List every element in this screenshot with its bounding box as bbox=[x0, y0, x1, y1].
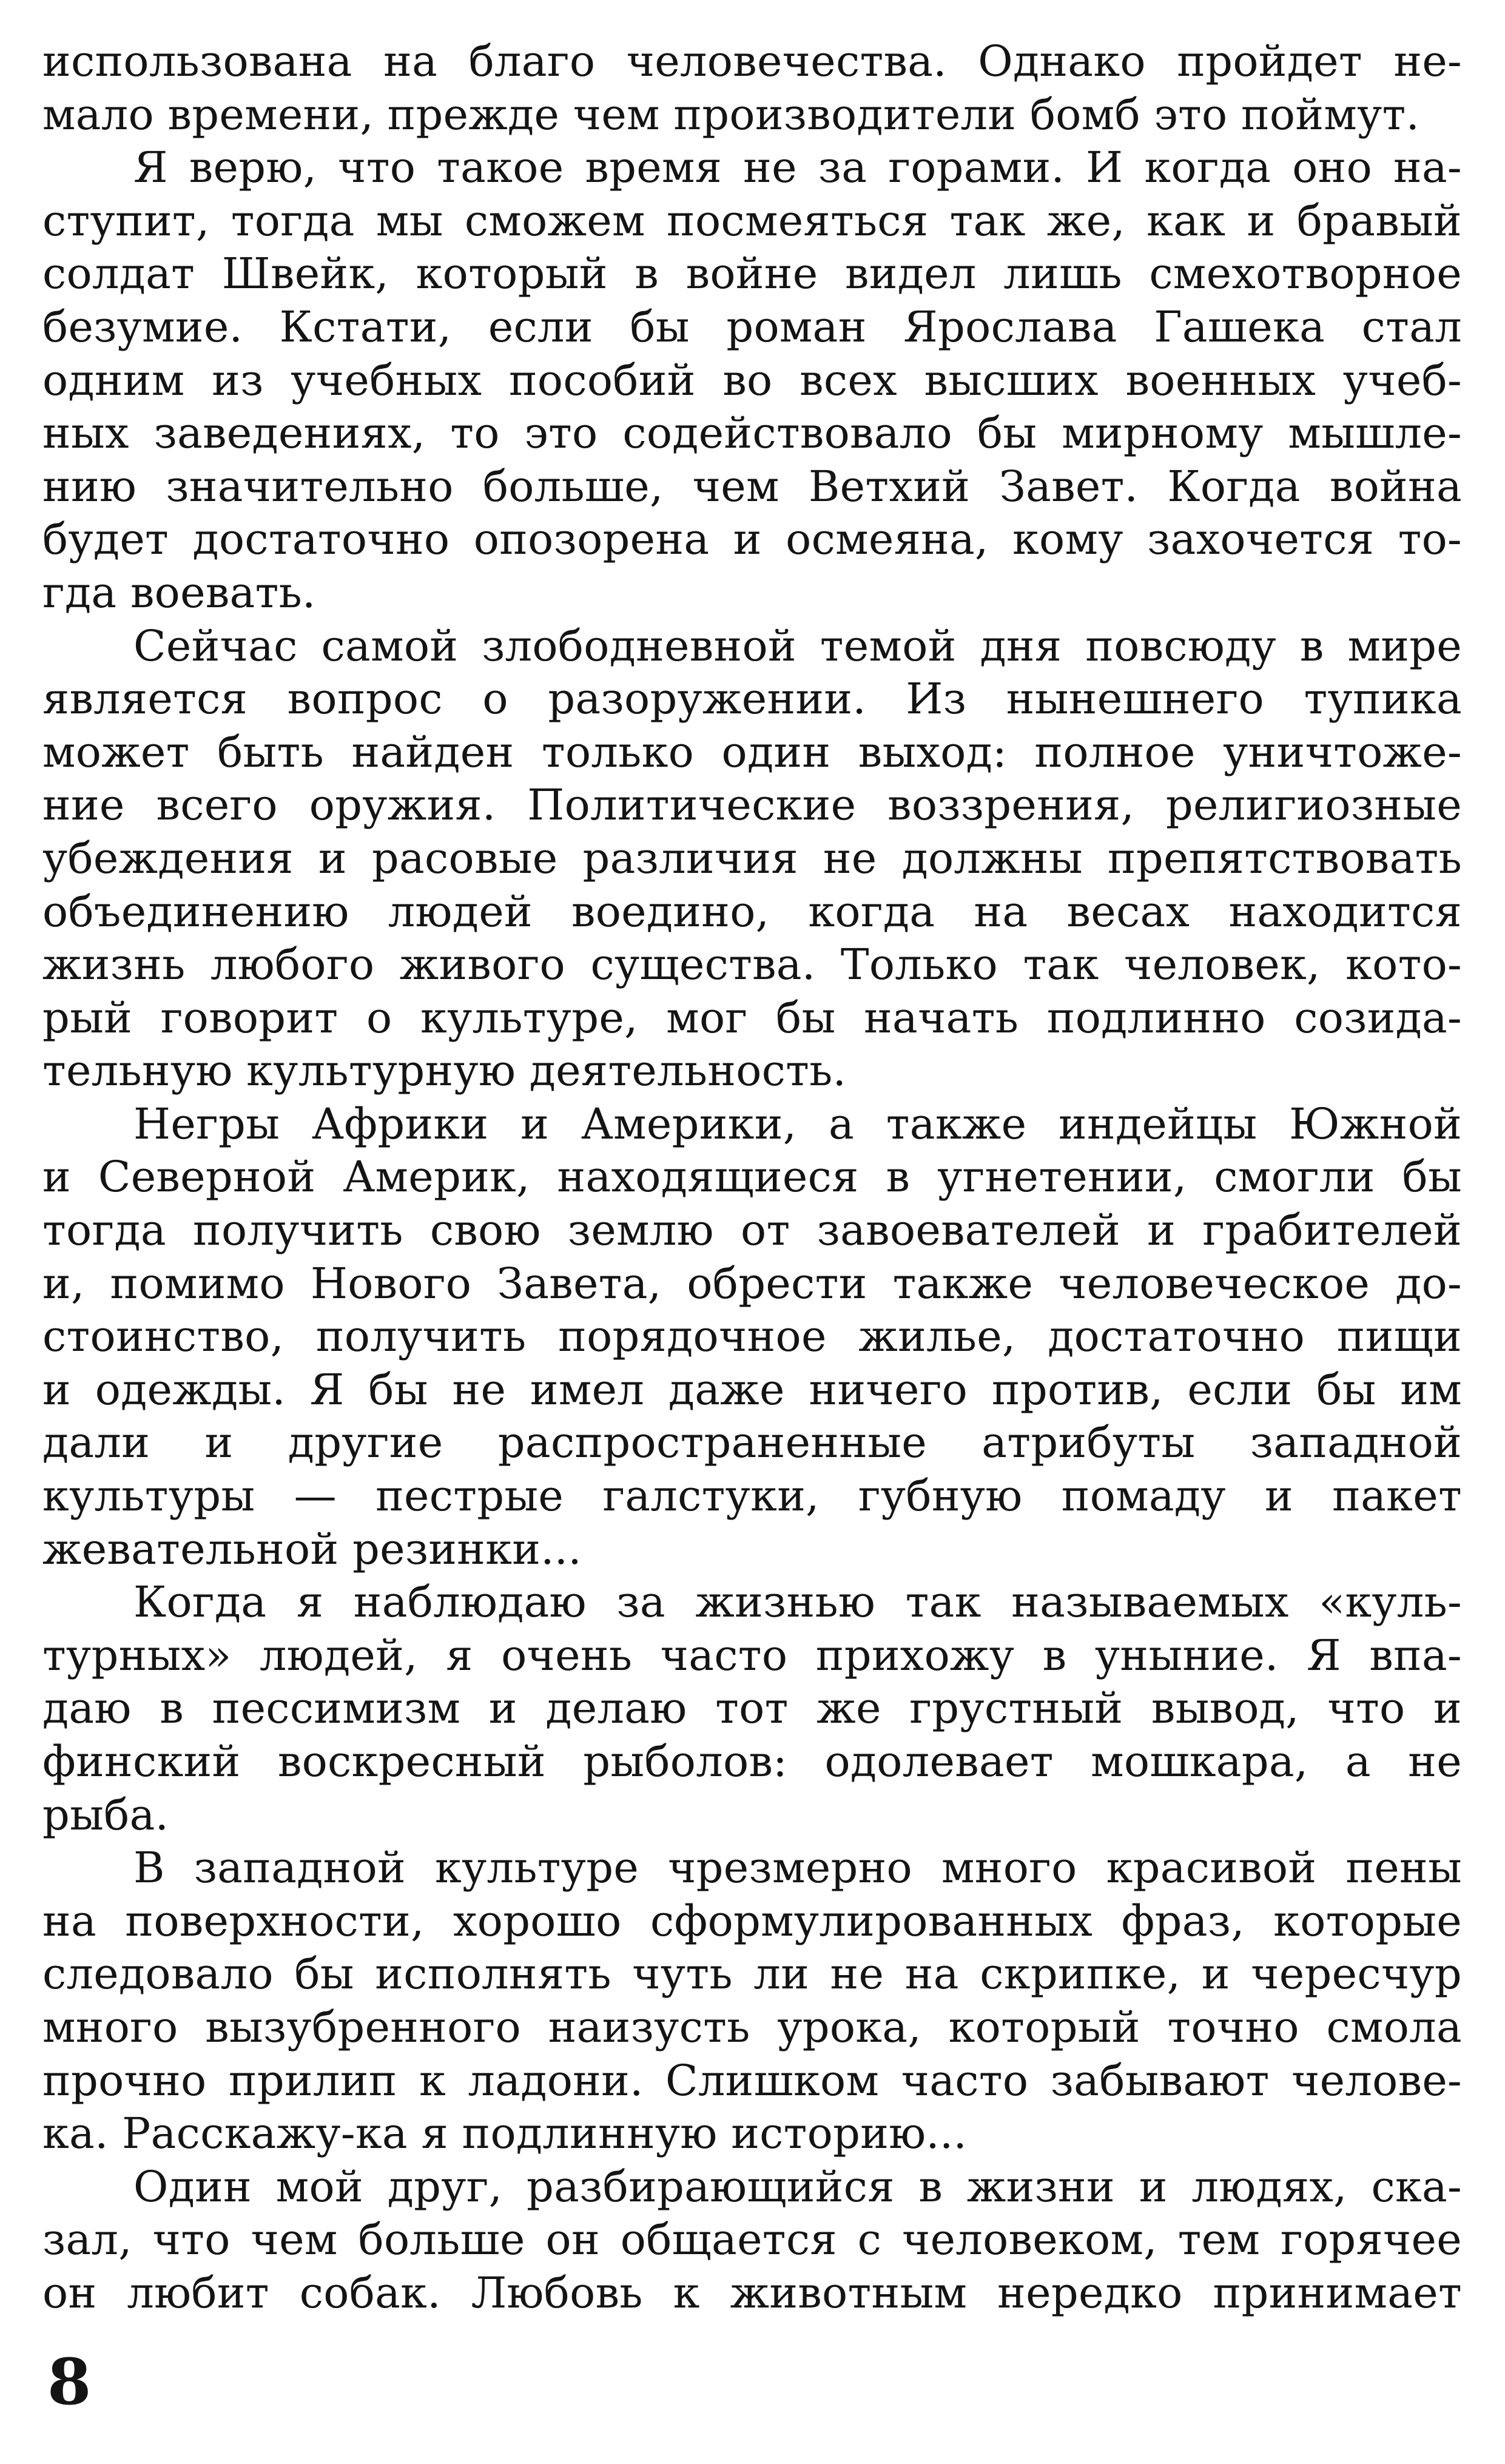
text-line: безумие. Кстати, если бы роман Ярослава Гашека стал bbox=[42, 301, 1462, 352]
page-number: 8 bbox=[47, 2345, 92, 2419]
text-line: стоинство, получить порядочное жилье, достаточно пищи bbox=[42, 1311, 1462, 1362]
text-line: и Северной Америк, находящиеся в угнетении, смогли бы bbox=[42, 1152, 1462, 1202]
text-line: и одежды. Я бы не имел даже ничего против, если бы им bbox=[42, 1364, 1462, 1415]
text-line: и, помимо Нового Завета, обрести также человеческое до- bbox=[42, 1258, 1462, 1308]
text-line: финский воскресный рыболов: одолевает мошкара, а не bbox=[42, 1737, 1462, 1786]
text-line: дали и другие распространенные атрибуты западной bbox=[42, 1418, 1462, 1468]
paragraph-1 bbox=[42, 35, 1462, 141]
text-line: убеждения и расовые различия не должны препятствовать bbox=[42, 833, 1462, 883]
text-line: тельную культурную деятельность. bbox=[42, 1046, 847, 1096]
text-line: тогда получить свою землю от завоевателей и грабителей bbox=[42, 1205, 1462, 1256]
paragraph-4 bbox=[42, 1098, 1462, 1576]
text-line: ступит, тогда мы сможем посмеяться так же, как и бравый bbox=[42, 195, 1462, 246]
text-line: Я верю, что такое время не за горами. И когда оно на- bbox=[133, 143, 1462, 193]
text-line: следовало бы исполнять чуть ли не на скрипке, и чересчур bbox=[42, 1949, 1462, 1999]
text-line: на поверхности, хорошо сформулированных фраз, которые bbox=[42, 1896, 1462, 1946]
text-line: может быть найден только один выход: полное уничтоже- bbox=[42, 727, 1462, 777]
text-line: жизнь любого живого существа. Только так человек, кото- bbox=[42, 940, 1462, 990]
paragraph-2 bbox=[42, 141, 1462, 619]
text-line: нию значительно больше, чем Ветхий Завет. Когда война bbox=[42, 461, 1462, 511]
text-line: мало времени, прежде чем производители бомб это поймут. bbox=[42, 89, 1420, 140]
text-line: Негры Африки и Америки, а также индейцы Южной bbox=[133, 1099, 1462, 1149]
text-line: Сейчас самой злободневной темой дня повсюду в мире bbox=[133, 621, 1462, 671]
text-line: объединению людей воедино, когда на весах находится bbox=[42, 886, 1462, 937]
text-line: гда воевать. bbox=[42, 567, 316, 618]
page-text bbox=[42, 35, 1462, 2401]
text-line: Один мой друг, разбирающийся в жизни и людях, ска- bbox=[133, 2161, 1462, 2212]
text-line: В западной культуре чрезмерно много красивой пены bbox=[133, 1843, 1462, 1893]
text-line: использована на благо человечества. Однако пройдет не- bbox=[42, 36, 1462, 86]
text-line: является вопрос о разоружении. Из нынешнего тупика bbox=[42, 674, 1462, 724]
text-line: ка. Расскажу-ка я подлинную историю... bbox=[42, 2109, 968, 2159]
text-line: он любит собак. Любовь к животным нередко принимает bbox=[42, 2267, 1462, 2318]
text-line: много вызубренного наизусть урока, который точно смола bbox=[42, 2002, 1462, 2052]
text-line: жевательной резинки... bbox=[42, 1524, 582, 1574]
paragraph-5 bbox=[42, 1576, 1462, 1842]
text-line: одним из учебных пособий во всех высших военных учеб- bbox=[42, 355, 1462, 405]
text-line: культуры — пестрые галстуки, губную помаду и пакет bbox=[42, 1471, 1462, 1521]
text-line: будет достаточно опозорена и осмеяна, кому захочется то- bbox=[42, 514, 1462, 565]
paragraph-7 bbox=[42, 2161, 1462, 2320]
text-line: зал, что чем больше он общается с человеком, тем горячее bbox=[42, 2215, 1462, 2265]
text-line: прочно прилип к ладони. Слишком часто забывают челове- bbox=[42, 2055, 1462, 2106]
text-line: турных» людей, я очень часто прихожу в уныние. Я впа- bbox=[42, 1630, 1462, 1680]
text-line: ние всего оружия. Политические воззрения, религиозные bbox=[42, 780, 1462, 830]
text-line: даю в пессимизм и делаю тот же грустный вывод, что и bbox=[42, 1683, 1462, 1734]
paragraph-3 bbox=[42, 620, 1462, 1098]
text-line: Когда я наблюдаю за жизнью так называемых «куль- bbox=[133, 1577, 1462, 1628]
paragraph-6 bbox=[42, 1842, 1462, 2161]
text-line: ных заведениях, то это содействовало бы мирному мышле- bbox=[42, 408, 1462, 459]
text-line: солдат Швейк, который в войне видел лишь смехотворное bbox=[42, 249, 1462, 299]
text-line: рый говорит о культуре, мог бы начать подлинно созида- bbox=[42, 992, 1462, 1043]
text-line: рыба. bbox=[42, 1789, 169, 1840]
